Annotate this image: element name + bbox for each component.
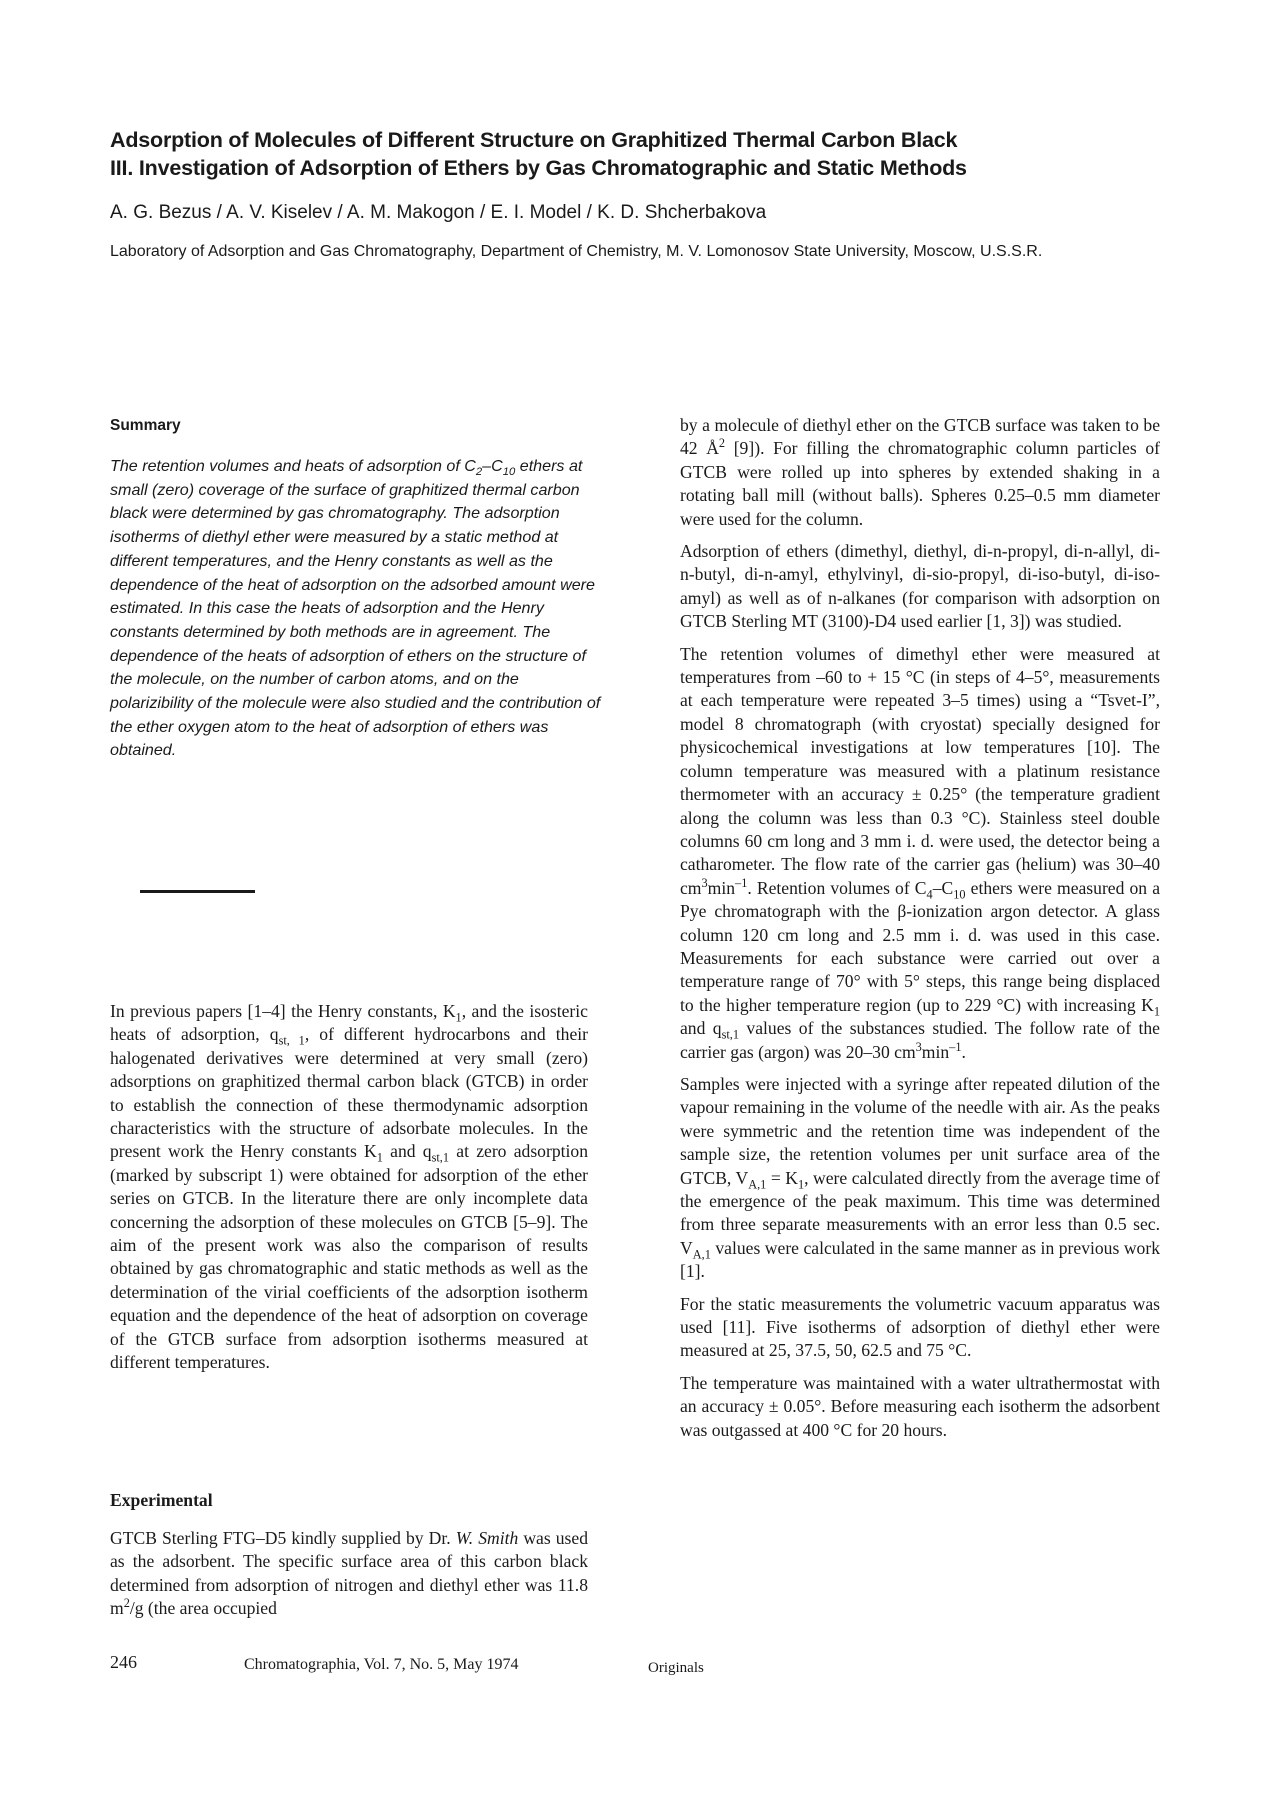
right-paragraph-4: Samples were injected with a syringe after repeated dilution of the vapour remaining in the volume of the needle with air. As the peaks were symmetric and the retention time was independent of the sample size, the retention volumes per unit surface area of the GTCB, $V_{A,1} = K_1$, were calculated directly from the average time of the emergence of the peak maximum. This time was determined from three separate measurements with an error less than 0.5 sec. $V_{A,1}$ values were calculated in the same manner as in previous work [1]. [680,1073,1160,1282]
section-label: Originals [648,1660,704,1676]
paper-title [110,126,1190,182]
title-line-2: III. Investigation of Adsorption of Ethers by Gas Chromatographic and Static Methods [110,156,967,180]
divider-rule [140,890,255,893]
introduction [110,1000,588,1384]
right-paragraph-3: The retention volumes of dimethyl ether were measured at temperatures from –60 to + 15 °C (in steps of 4–5°, measurements at each temperature were repeated 3–5 times) using a “Tsvet-I”, model 8 chromatograph (with cryostat) specially designed for physicochemical investigations at low temperatures [10]. The column temperature was measured with a platinum resistance thermometer with an accuracy ± 0.25° (the temperature gradient along the column was less than 0.3 °C). Stainless steel double columns 60 cm long and 3 mm i. d. were used, the detector being a catharometer. The flow rate of the carrier gas (helium) was 30–40 $cm^3\min^{-1}$. Retention volumes of $C_4-C_{10}$ ethers were measured on a Pye chromatograph with the β-ionization argon detector. A glass column 120 cm long and 2.5 mm i. d. was used in this case. Measurements for each substance were carried out over a temperature range of 70° with 5° steps, this range being displaced to the higher temperature region (up to 229 °C) with increasing $K_1$ and $q_{st,1}$ values of the substances studied. The follow rate of the carrier gas (argon) was 20–30 $cm^3\min^{-1}$. [680,643,1160,1062]
summary-text: The retention volumes and heats of adsorption of $C_2-C_{10}$ ethers at small (zero) coverage of the surface of graphitized thermal carbon black were determined by gas chromatography. The adsorption isotherms of diethyl ether were measured by a static method at different temperatures, and the Henry constants as well as the dependence of the heat of adsorption on the adsorbed amount were estimated. In this case the heats of adsorption and the Henry constants determined by both methods are in agreement. The dependence of the heats of adsorption of ethers on the structure of the molecule, on the number of carbon atoms, and on the polarizibility of the molecule were also studied and the contribution of the ether oxygen atom to the heat of adsorption of ethers was obtained. [110,457,601,760]
experimental-heading: Experimental [110,1490,213,1510]
page-number: 246 [110,1652,137,1672]
right-column [680,414,1160,1451]
right-paragraph-2: Adsorption of ethers (dimethyl, diethyl, di-n-propyl, di-n-allyl, di-n-butyl, di-n-amyl, ethylvinyl, di-sio-propyl, di-iso-butyl, di-iso-amyl) as well as of n-alkanes (for comparison with adsorption on GTCB Sterling MT (3100)-D4 used earlier [1, 3]) was studied. [680,541,1160,632]
experimental-paragraph: GTCB Sterling FTG–D5 kindly supplied by Dr. W. Smith was used as the adsorbent. The specific surface area of this carbon black determined from adsorption of nitrogen and diethyl ether was 11.8 $m^2/g$ (the area occupied [110,1528,588,1619]
journal-citation: Chromatographia, Vol. 7, No. 5, May 1974 [244,1656,519,1673]
summary-heading: Summary [110,417,181,434]
authors: A. G. Bezus / A. V. Kiselev / A. M. Makogon / E. I. Model / K. D. Shcherbakova [110,202,767,223]
right-paragraph-1: by a molecule of diethyl ether on the GTCB surface was taken to be 42 $Å^2$ [9]). For filling the chromatographic column particles of GTCB were rolled up into spheres by extended shaking in a rotating ball mill (without balls). Spheres 0.25–0.5 mm diameter were used for the column. [680,415,1160,529]
affiliation: Laboratory of Adsorption and Gas Chromatography, Department of Chemistry, M. V. Lomonosov State University, Moscow, U.S.S.R. [110,243,1043,260]
intro-paragraph: In previous papers [1–4] the Henry constants, $K_1$, and the isosteric heats of adsorption, $q_{st, 1}$, of different hydrocarbons and their halogenated derivatives were determined at very small (zero) adsorptions on graphitized thermal carbon black (GTCB) in order to establish the connection of these thermodynamic adsorption characteristics with the structure of adsorbate molecules. In the present work the Henry constants $K_1$ and $q_{st,1}$ at zero adsorption (marked by subscript 1) were obtained for adsorption of the ether series on GTCB. In the literature there are only incomplete data concerning the adsorption of these molecules on GTCB [5–9]. The aim of the present work was also the comparison of results obtained by gas chromatographic and static methods as well as the determination of the virial coefficients of the adsorption isotherm equation and the dependence of the heat of adsorption on coverage of the GTCB surface from adsorption isotherms measured at different temperatures. [110,1001,588,1373]
title-line-1: Adsorption of Molecules of Different Structure on Graphitized Thermal Carbon Black [110,128,958,152]
experimental-text [110,1527,588,1630]
right-paragraph-5: For the static measurements the volumetric vacuum apparatus was used [11]. Five isotherms of adsorption of diethyl ether were measured at 25, 37.5, 50, 62.5 and 75 °C. [680,1293,1160,1361]
right-paragraph-6: The temperature was maintained with a water ultrathermostat with an accuracy ± 0.05°. Before measuring each isotherm the adsorbent was outgassed at 400 °C for 20 hours. [680,1372,1160,1440]
